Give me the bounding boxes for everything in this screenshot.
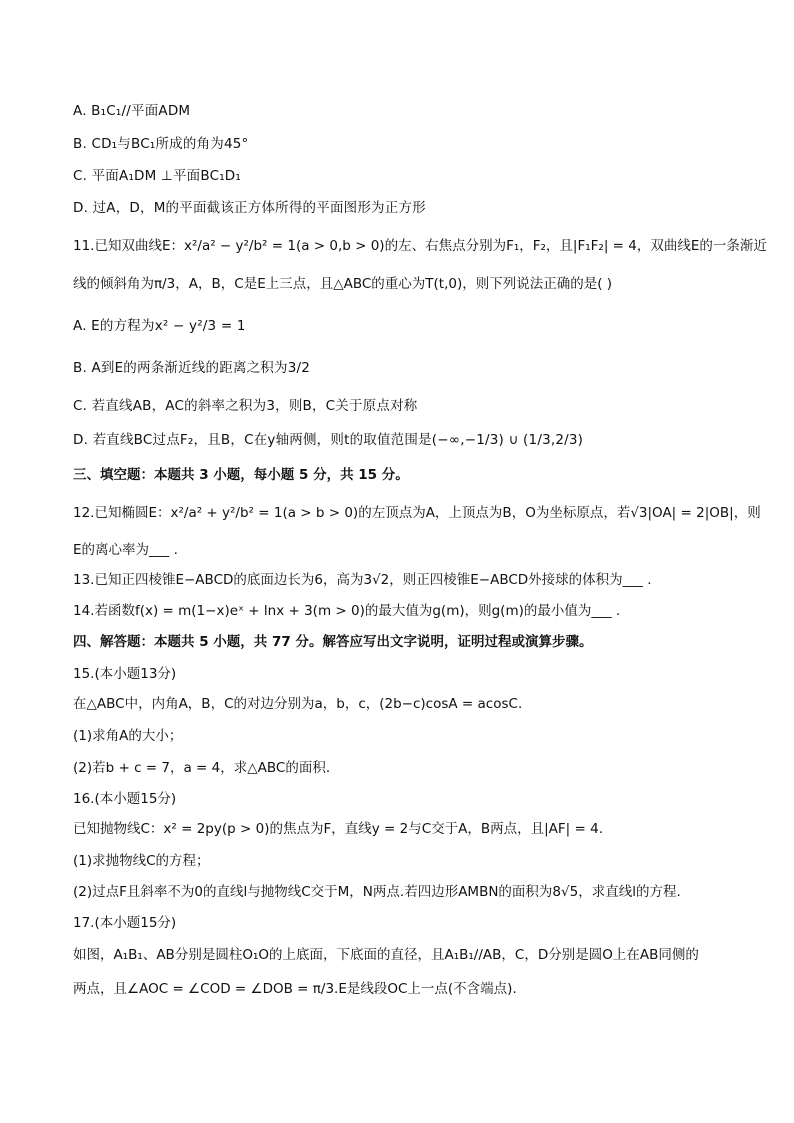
option-a-q10: A. B₁C₁//平面ADM [73, 103, 191, 119]
section-three-heading: 三、填空题：本题共 3 小题，每小题 5 分，共 15 分。 [73, 467, 409, 483]
question-15-stem: 在△ABC中，内角A，B，C的对边分别为a，b，c，(2b−c)cosA = acosC. [73, 696, 523, 712]
option-a-q11: A. E的方程为x² − y²/3 = 1 [73, 318, 246, 334]
option-c-q10: C. 平面A₁DM ⊥平面BC₁D₁ [73, 168, 242, 184]
option-d-q10: D. 过A，D，M的平面截该正方体所得的平面图形为正方形 [73, 200, 426, 216]
question-13: 13.已知正四棱锥E−ABCD的底面边长为6，高为3√2，则正四棱锥E−ABCD外接球的体积为___ . [73, 572, 652, 588]
question-16-title: 16.(本小题15分) [73, 791, 177, 807]
question-12-line-2: E的离心率为___ . [73, 542, 178, 558]
question-17-title: 17.(本小题15分) [73, 915, 177, 931]
question-16-stem: 已知抛物线C：x² = 2py(p > 0)的焦点为F，直线y = 2与C交于A，B两点，且|AF| = 4. [73, 821, 603, 837]
question-17-stem-line-1: 如图，A₁B₁、AB分别是圆柱O₁O的上底面，下底面的直径，且A₁B₁//AB，C，D分别是圆O上在AB同侧的 [73, 947, 699, 963]
option-b-q11: B. A到E的两条渐近线的距离之积为3/2 [73, 360, 311, 376]
question-16-part-1: (1)求抛物线C的方程； [73, 853, 210, 869]
section-four-heading: 四、解答题：本题共 5 小题，共 77 分。解答应写出文字说明，证明过程或演算步骤。 [73, 634, 593, 650]
question-15-title: 15.(本小题13分) [73, 666, 177, 682]
question-11-line-1: 11.已知双曲线E：x²/a² − y²/b² = 1(a > 0,b > 0)的左、右焦点分别为F₁，F₂，且|F₁F₂| = 4，双曲线E的一条渐近 [73, 238, 767, 254]
question-16-part-2: (2)过点F且斜率不为0的直线l与抛物线C交于M，N两点.若四边形AMBN的面积为8√5，求直线l的方程. [73, 884, 681, 900]
question-11-line-2: 线的倾斜角为π/3，A，B，C是E上三点，且△ABC的重心为T(t,0)，则下列说法正确的是( ) [73, 276, 613, 292]
question-15-part-1: (1)求角A的大小； [73, 728, 183, 744]
question-17-stem-line-2: 两点，且∠AOC = ∠COD = ∠DOB = π/3.E是线段OC上一点(不含端点). [73, 981, 517, 997]
question-15-part-2: (2)若b + c = 7，a = 4，求△ABC的面积. [73, 760, 331, 776]
question-14: 14.若函数f(x) = m(1−x)eˣ + lnx + 3(m > 0)的最大值为g(m)，则g(m)的最小值为___ . [73, 603, 621, 619]
option-c-q11: C. 若直线AB，AC的斜率之积为3，则B，C关于原点对称 [73, 398, 418, 414]
option-b-q10: B. CD₁与BC₁所成的角为45° [73, 136, 249, 152]
question-12-line-1: 12.已知椭圆E：x²/a² + y²/b² = 1(a > b > 0)的左顶点为A，上顶点为B，O为坐标原点，若√3|OA| = 2|OB|，则 [73, 505, 761, 521]
option-d-q11: D. 若直线BC过点F₂，且B，C在y轴两侧，则t的取值范围是(−∞,−1/3) ∪ (1/3,2/3) [73, 432, 584, 448]
